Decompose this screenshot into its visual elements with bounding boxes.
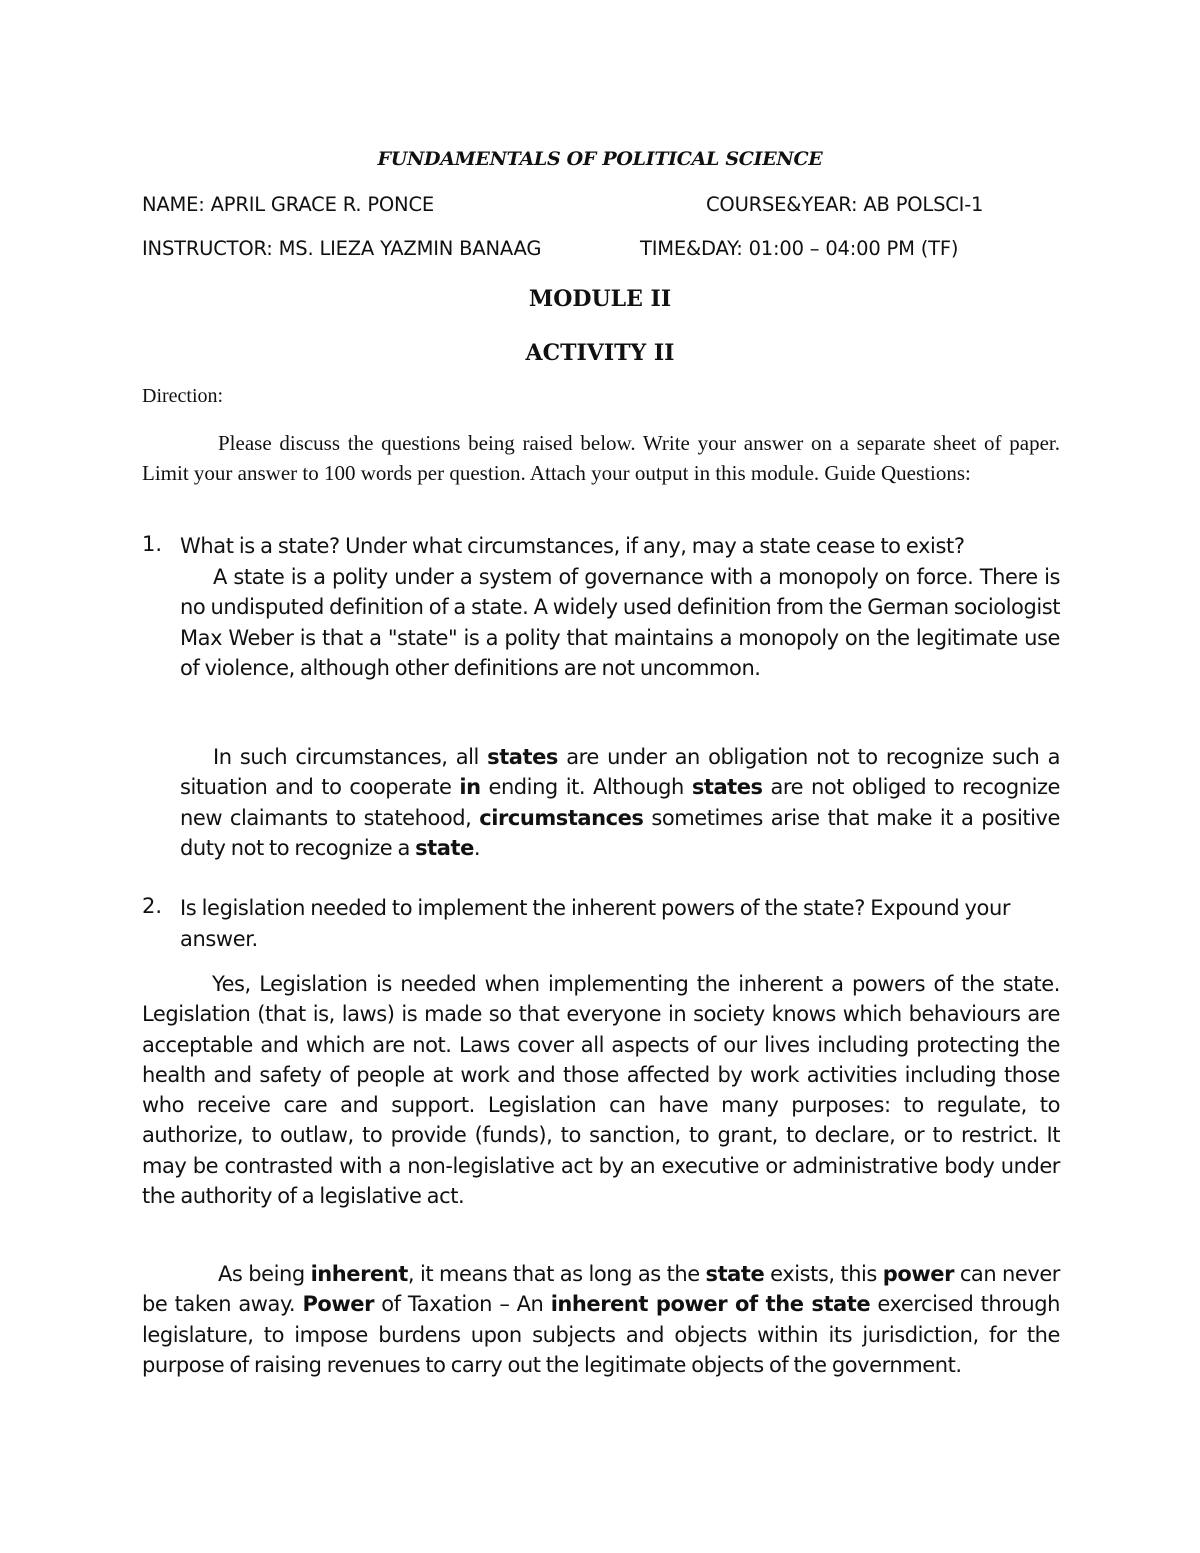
bold-keyword: circumstances: [479, 805, 644, 830]
question-2-answer-paragraph-1: Yes, Legislation is needed when implementing the inherent a powers of the state. Legislation (that is, laws) is made so that everyone in society knows which behaviours are acceptable and which are not. Laws cover all aspects of our lives including protecting the health and safety of people at work and those affected by work activities including those who receive care and support. Legislation can have many purposes: to regulate, to authorize, to outlaw, to provide (funds), to sanction, to grant, to declare, or to restrict. It may be contrasted with a non-legislative act by an executive or administrative body under the authority of a legislative act.: [142, 972, 1060, 1209]
direction-label: Direction:: [142, 385, 224, 407]
answer-text-segment: can never be taken away.: [142, 1262, 1060, 1317]
answer-text-segment: exercised through legislature, to impose burdens upon subjects and objects within its jurisdiction, for the purpose of raising revenues to carry out the legitimate objects of the government.: [142, 1292, 1060, 1377]
student-name: NAME: APRIL GRACE R. PONCE: [142, 193, 434, 216]
question-1-answer-paragraph-1: A state is a polity under a system of governance with a monopoly on force. There is no undisputed definition of a state. A widely used definition from the German sociologist Max Weber is that a "state" is a polity that maintains a monopoly on the legitimate use of violence, although other definitions are not uncommon.: [180, 565, 1060, 680]
question-1-answer-paragraph-2: [180, 742, 1060, 863]
question-2-number: 2.: [142, 894, 163, 918]
question-1-number: 1.: [142, 532, 163, 556]
bold-keyword: inherent power of the state: [550, 1292, 871, 1317]
time-day: TIME&DAY: 01:00 – 04:00 PM (TF): [640, 237, 959, 260]
answer-text-segment: are under an obligation not to recognize such a situation and to cooperate: [180, 745, 1060, 800]
answer-text-segment: .: [473, 835, 481, 860]
bold-keyword: inherent: [310, 1262, 408, 1286]
question-2-answer-paragraph-2: [142, 1259, 1060, 1380]
question-2-text: Is legislation needed to implement the inherent powers of the state? Expound your answer.: [180, 896, 1011, 951]
answer-text-segment: ending it. Although: [480, 775, 692, 800]
instructor-name: INSTRUCTOR: MS. LIEZA YAZMIN BANAAG: [142, 237, 542, 260]
answer-text-segment: , it means that as long as the: [407, 1262, 706, 1286]
document-title: FUNDAMENTALS OF POLITICAL SCIENCE: [377, 148, 823, 170]
bold-keyword: state: [705, 1262, 765, 1286]
module-heading: MODULE II: [528, 286, 672, 312]
answer-text-segment: exists, this: [764, 1262, 883, 1286]
answer-text-segment: In such circumstances, all: [213, 745, 488, 769]
answer-text-segment: are not obliged to recognize new claimants to statehood,: [180, 775, 1060, 830]
bold-keyword: states: [691, 775, 763, 800]
answer-text-segment: As being: [218, 1262, 311, 1286]
question-1-text: What is a state? Under what circumstances, if any, may a state cease to exist?: [180, 534, 965, 558]
answer-text-segment: of Taxation – An: [374, 1292, 551, 1317]
bold-keyword: in: [459, 775, 481, 800]
activity-heading: ACTIVITY II: [525, 340, 675, 366]
bold-keyword: Power: [302, 1292, 375, 1317]
answer-text-segment: sometimes arise that make it a positive duty not to recognize a: [180, 805, 1060, 860]
bold-keyword: power: [882, 1262, 954, 1286]
course-year: COURSE&YEAR: AB POLSCI-1: [706, 193, 984, 216]
direction-text: Please discuss the questions being raised below. Write your answer on a separate sheet of paper. Limit your answer to 100 words per question. Attach your output in this module. Guide Questions:: [142, 431, 1060, 485]
bold-keyword: states: [487, 745, 558, 769]
bold-keyword: state: [415, 835, 474, 860]
